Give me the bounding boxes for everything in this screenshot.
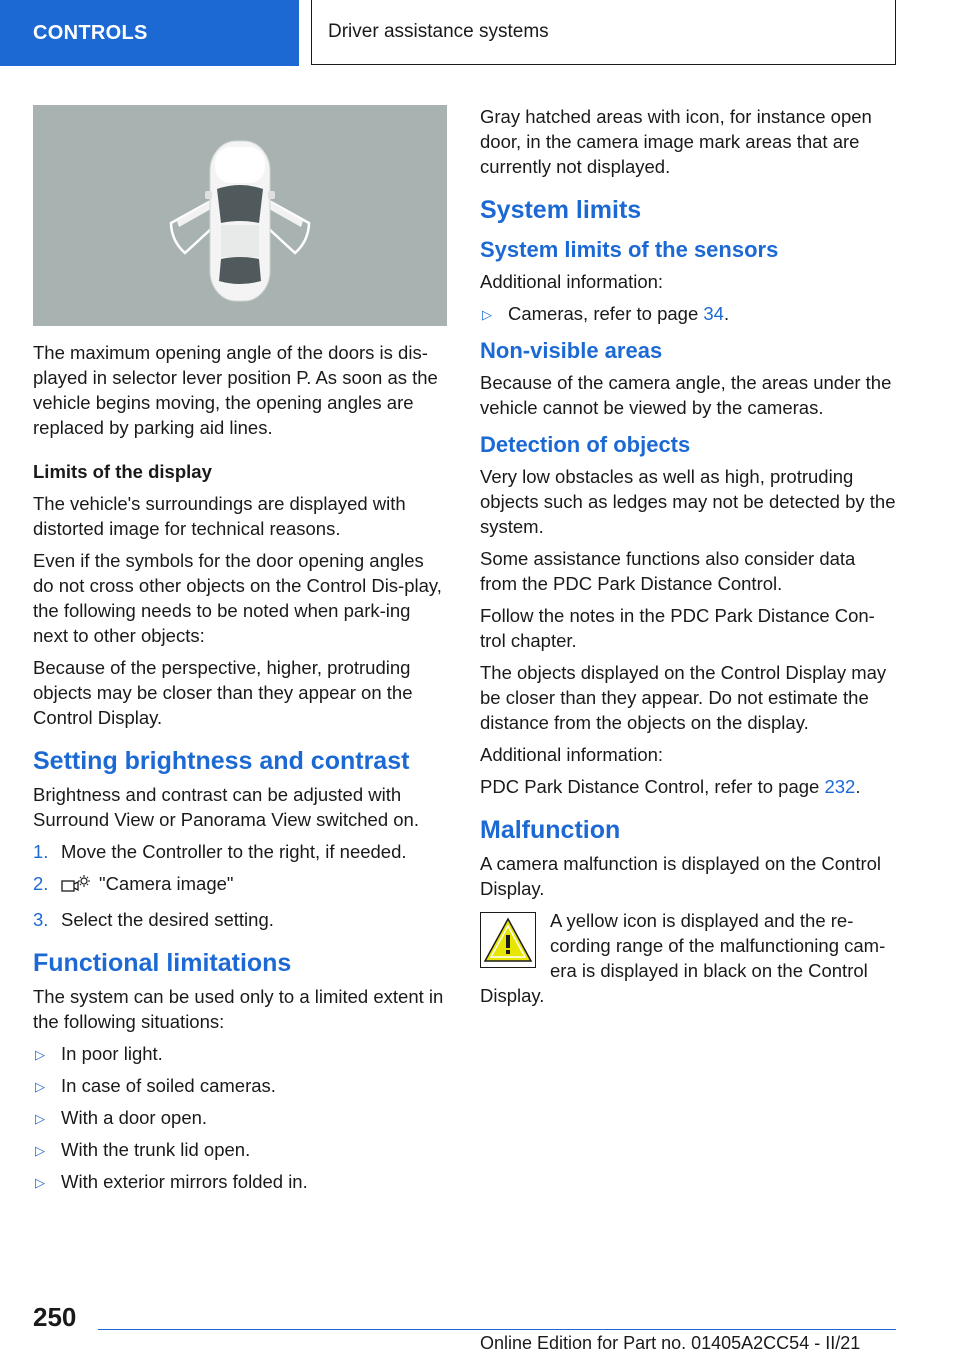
list-item bbox=[33, 1041, 447, 1066]
list-bullet-triangle-icon: ▷ bbox=[35, 1143, 45, 1158]
list-item-text: With the trunk lid open. bbox=[61, 1139, 251, 1160]
list-item bbox=[33, 1169, 447, 1194]
step-number: 3. bbox=[33, 909, 49, 930]
non-visible-areas-heading: Non-visible areas bbox=[480, 338, 663, 363]
list-item-text: In case of soiled cameras. bbox=[61, 1075, 276, 1096]
pdc-ref-text: PDC Park Distance Control, refer to page bbox=[480, 776, 825, 797]
step-item bbox=[33, 871, 447, 900]
cameras-ref-text: Cameras, refer to page bbox=[508, 303, 704, 324]
malfunction-heading: Malfunction bbox=[480, 816, 621, 844]
detection-paragraph-3: Follow the notes in the PDC Park Distance Con-trol chapter. bbox=[480, 605, 875, 651]
footer-edition-text: Online Edition for Part no. 01405A2CC54 - II/21 bbox=[480, 1333, 861, 1353]
list-item bbox=[33, 1073, 447, 1098]
list-bullet-triangle-icon: ▷ bbox=[35, 1047, 45, 1062]
warning-triangle-icon bbox=[480, 912, 536, 968]
brightness-paragraph: Brightness and contrast can be adjusted with Surround View or Panorama View switched on. bbox=[33, 784, 419, 830]
detection-of-objects-heading: Detection of objects bbox=[480, 432, 691, 457]
detection-paragraph-1: Very low obstacles as well as high, protruding objects such as ledges may not be detected by the system. bbox=[480, 466, 896, 537]
page-number: 250 bbox=[33, 1302, 77, 1332]
detection-paragraph-2: Some assistance functions also consider data from the PDC Park Distance Control. bbox=[480, 548, 856, 594]
detection-paragraph-6 bbox=[480, 774, 896, 799]
functional-limitations-heading: Functional limitations bbox=[33, 949, 292, 977]
limits-of-display-heading: Limits of the display bbox=[33, 461, 212, 482]
limits-paragraph-2: Even if the symbols for the door opening angles do not cross other objects on the Control Dis-play, the following needs to be noted when park-ing next to other objects: bbox=[33, 550, 442, 646]
brightness-steps-list bbox=[33, 839, 447, 932]
step-item bbox=[33, 907, 447, 932]
detection-paragraph-5: Additional information: bbox=[480, 744, 664, 765]
functional-limitations-list bbox=[33, 1041, 447, 1194]
list-bullet-triangle-icon: ▷ bbox=[35, 1175, 45, 1190]
step-number: 1. bbox=[33, 841, 49, 862]
list-item-text: With exterior mirrors folded in. bbox=[61, 1171, 308, 1192]
limits-paragraph-3: Because of the perspective, higher, protruding objects may be closer than they appear on the Control Display. bbox=[33, 657, 413, 728]
limits-paragraph-1: The vehicle's surroundings are displayed with distorted image for technical reasons. bbox=[33, 493, 406, 539]
right-column bbox=[480, 104, 896, 1015]
page-link-34[interactable]: 34 bbox=[703, 303, 724, 324]
step-number: 2. bbox=[33, 873, 49, 894]
left-column bbox=[33, 105, 447, 1201]
list-item bbox=[33, 1137, 447, 1162]
header-chapter-box bbox=[311, 0, 896, 65]
list-item-text: With a door open. bbox=[61, 1107, 208, 1128]
sensors-list bbox=[480, 301, 896, 326]
list-bullet-triangle-icon: ▷ bbox=[35, 1111, 45, 1126]
list-bullet-triangle-icon: ▷ bbox=[482, 307, 492, 322]
functional-paragraph: The system can be used only to a limited extent in the following situations: bbox=[33, 986, 444, 1032]
malfunction-paragraph-2: A yellow icon is displayed and the re-cording range of the malfunctioning cam-era is displayed in black on the Control Display. bbox=[480, 910, 886, 1006]
list-item bbox=[33, 1105, 447, 1130]
cameras-ref-end: . bbox=[723, 303, 730, 324]
list-item bbox=[480, 301, 896, 326]
sensors-paragraph: Additional information: bbox=[480, 271, 664, 292]
intro-paragraph: Gray hatched areas with icon, for instance open door, in the camera image mark areas that are currently not displayed. bbox=[480, 106, 872, 177]
list-bullet-triangle-icon: ▷ bbox=[35, 1079, 45, 1094]
detection-paragraph-4: The objects displayed on the Control Display may be closer than they appear. Do not estimate the distance from the objects on the display. bbox=[480, 662, 887, 733]
system-limits-heading: System limits bbox=[480, 196, 642, 224]
sensors-heading: System limits of the sensors bbox=[480, 237, 779, 262]
header-section-label: CONTROLS bbox=[33, 21, 148, 44]
camera-settings-icon bbox=[61, 874, 91, 900]
step-text: "Camera image" bbox=[99, 873, 234, 894]
malfunction-warning-block bbox=[480, 908, 896, 1008]
vehicle-topview-graphic bbox=[33, 105, 447, 326]
header-chapter-label: Driver assistance systems bbox=[328, 21, 549, 42]
figure-caption: The maximum opening angle of the doors is dis-played in selector lever position P. As soon as the vehicle begins moving, the opening angles are replaced by parking aid lines. bbox=[33, 342, 438, 438]
header-section-tab bbox=[0, 0, 299, 66]
brightness-contrast-heading: Setting brightness and contrast bbox=[33, 747, 410, 775]
step-item bbox=[33, 839, 447, 864]
step-text: Select the desired setting. bbox=[61, 909, 274, 930]
non-visible-paragraph: Because of the camera angle, the areas under the vehicle cannot be viewed by the cameras. bbox=[480, 372, 892, 418]
page-link-232[interactable]: 232 bbox=[824, 776, 856, 797]
vehicle-door-angle-illustration bbox=[33, 105, 447, 326]
malfunction-paragraph-1: A camera malfunction is displayed on the Control Display. bbox=[480, 853, 882, 899]
footer-divider bbox=[98, 1329, 896, 1330]
list-item-text: In poor light. bbox=[61, 1043, 163, 1064]
pdc-ref-end: . bbox=[855, 776, 861, 797]
step-text: Move the Controller to the right, if needed. bbox=[61, 841, 407, 862]
